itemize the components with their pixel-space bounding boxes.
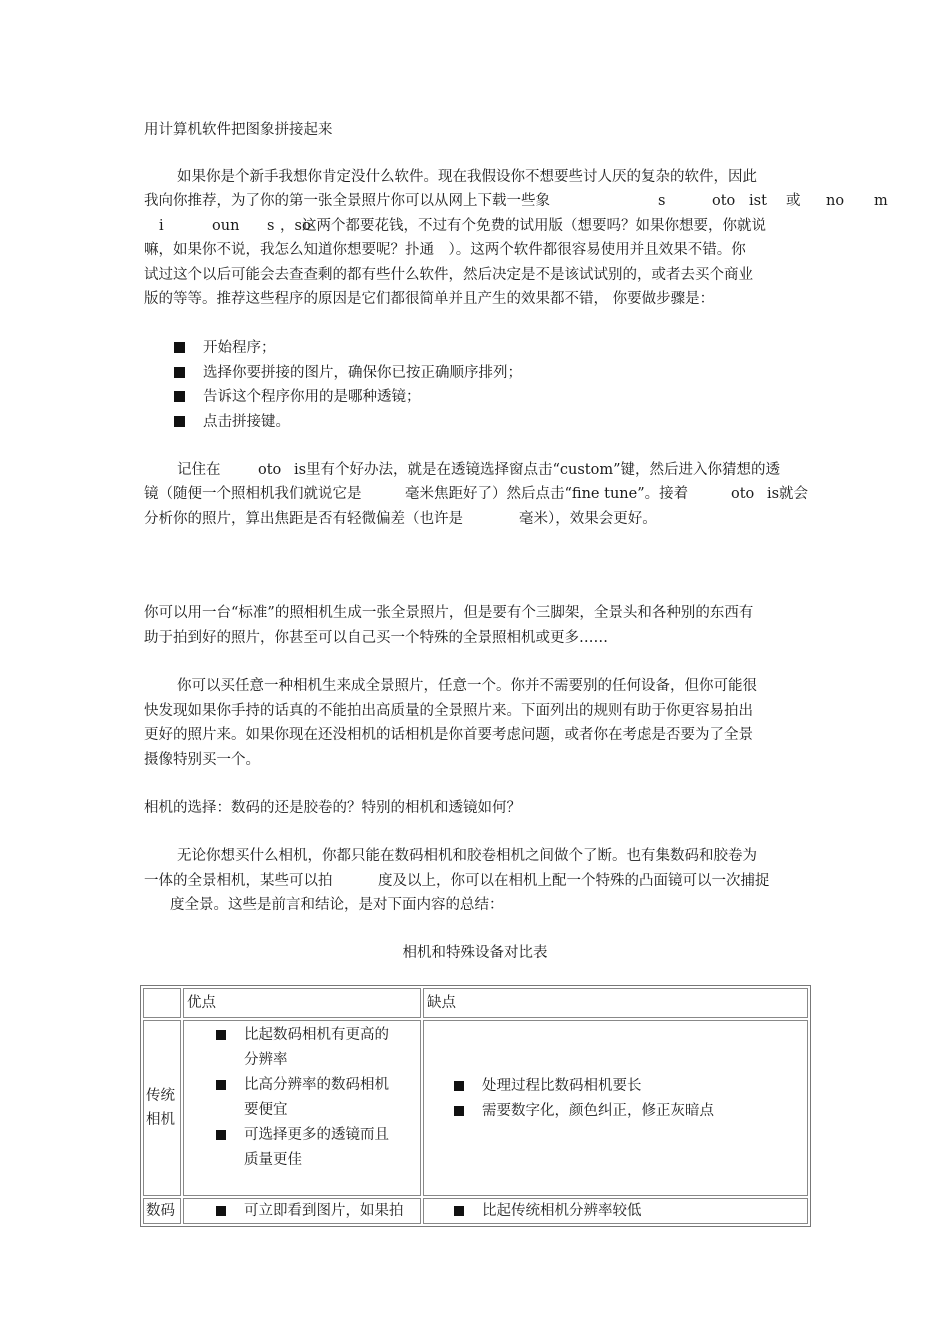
p1-frag-oun: oun <box>212 218 240 234</box>
comparison-table <box>140 985 811 1227</box>
p2-l3-b: 毫米），效果会更好。 <box>519 511 657 527</box>
p2-l2-a: 镜（随便一个照相机我们就说它是 <box>144 486 362 502</box>
p2-l1-c: is <box>294 462 307 478</box>
doc-title: 用计算机软件把图象拼接起来 <box>144 122 333 138</box>
p1-frag-so: ，so <box>280 218 311 234</box>
row1-cons-text: 需要数字化，颜色纠正，修正灰暗点 <box>482 1103 714 1119</box>
step-text: 告诉这个程序你用的是哪种透镜； <box>203 389 421 405</box>
p1-line-5: 版的等等。推荐这些程序的原因是它们都很简单并且产生的效果都不错， 你要做步骤是： <box>144 291 715 307</box>
row-label-line: 数码 <box>146 1203 175 1219</box>
table-corner-cell <box>143 988 181 1018</box>
p1-frag-i: i <box>159 218 164 234</box>
p3-line-2: 助于拍到好的照片，你甚至可以自己买一个特殊的全景照相机或更多…… <box>144 630 608 646</box>
row2-cons-cell <box>423 1198 808 1224</box>
p1-frag-tail: 这两个都要花钱，不过有个免费的试用版（想要吗？如果你想要，你就说 <box>302 218 766 234</box>
table-caption: 相机和特殊设备对比表 <box>402 945 548 961</box>
row1-pros-item <box>216 1123 226 1148</box>
p1-frag-oto: oto <box>712 193 736 209</box>
step-item <box>174 385 421 409</box>
row1-pros-text: 要便宜 <box>244 1102 288 1118</box>
bullet-square-icon <box>454 1206 464 1216</box>
row1-pros-text: 可选择更多的透镜而且 <box>244 1127 389 1143</box>
row1-pros-text: 比高分辨率的数码相机 <box>244 1077 389 1093</box>
p4-line-4: 摄像特别买一个。 <box>144 752 260 768</box>
row-label-line: 相机 <box>146 1112 175 1128</box>
row1-pros-item <box>216 1073 226 1098</box>
bullet-square-icon <box>174 342 185 353</box>
row1-pros-cell <box>183 1020 421 1196</box>
row1-cons-cell <box>423 1020 808 1196</box>
p1-frag-no: no <box>826 193 845 209</box>
step-text: 选择你要拼接的图片，确保你已按正确顺序排列； <box>203 365 522 381</box>
bullet-square-icon <box>174 367 185 378</box>
section-question: 相机的选择：数码的还是胶卷的？特别的相机和透镜如何？ <box>144 800 521 816</box>
bullet-square-icon <box>216 1130 226 1140</box>
p2-l1-b: oto <box>258 462 282 478</box>
row1-pros-item <box>216 1023 226 1048</box>
p2-l3-a: 分析你的照片，算出焦距是否有轻微偏差（也许是 <box>144 511 463 527</box>
p2-l2-e: 就会 <box>779 486 808 502</box>
step-item <box>174 361 522 385</box>
p2-l1-d: 里有个好办法，就是在透镜选择窗点击“custom”键，然后进入你猜想的透 <box>306 462 781 478</box>
p1-frag-ist: ist <box>749 193 767 209</box>
bullet-square-icon <box>216 1206 226 1216</box>
bullet-square-icon <box>174 416 185 427</box>
row-label-digital <box>143 1198 181 1224</box>
step-item <box>174 410 290 434</box>
p1-line-4: 试过这个以后可能会去查查剩的都有些什么软件，然后决定是不是该试试别的，或者去买个商业 <box>144 267 753 283</box>
p4-line-2: 快发现如果你手持的话真的不能拍出高质量的全景照片来。下面列出的规则有助于你更容易拍出 <box>144 703 753 719</box>
p1-frag-or: 或 <box>786 193 801 209</box>
step-text: 点击拼接键。 <box>203 414 290 430</box>
row1-pros-text: 质量更佳 <box>244 1152 302 1168</box>
row2-pros-cell <box>183 1198 421 1224</box>
row-label-traditional <box>143 1020 181 1196</box>
bullet-square-icon <box>454 1106 464 1116</box>
bullet-square-icon <box>216 1030 226 1040</box>
header-cons-label: 缺点 <box>427 995 456 1011</box>
row2-pros-text: 可立即看到图片，如果拍 <box>244 1203 404 1219</box>
row1-pros-text: 比起数码相机有更高的 <box>244 1027 389 1043</box>
step-text: 开始程序； <box>203 340 276 356</box>
p4-line-3: 更好的照片来。如果你现在还没相机的话相机是你首要考虑问题，或者你在考虑是否要为了全景 <box>144 727 753 743</box>
p1-frag-m: m <box>874 193 888 209</box>
p1-frag-s2: s <box>267 218 275 234</box>
header-pros-label: 优点 <box>187 995 216 1011</box>
row1-cons-text: 处理过程比数码相机要长 <box>482 1078 642 1094</box>
p2-l1-a: 记住在 <box>177 462 221 478</box>
p1-frag-s: s <box>658 193 666 209</box>
row-label-line: 传统 <box>146 1088 175 1104</box>
p1-line-2: 我向你推荐，为了你的第一张全景照片你可以从网上下载一些象 <box>144 193 550 209</box>
p5-l2-a: 一体的全景相机，某些可以拍 <box>144 873 333 889</box>
bullet-square-icon <box>454 1081 464 1091</box>
p2-l2-b: 毫米焦距好了）然后点击“fine tune”。接着 <box>405 486 689 502</box>
row2-cons-item <box>454 1199 464 1224</box>
row1-pros-text: 分辨率 <box>244 1052 288 1068</box>
row1-cons-item <box>454 1099 464 1124</box>
p2-l2-d: is <box>767 486 780 502</box>
row2-cons-text: 比起传统相机分辨率较低 <box>482 1203 642 1219</box>
bullet-square-icon <box>216 1080 226 1090</box>
p1-line-1: 如果你是个新手我想你肯定没什么软件。现在我假设你不想要些讨人厌的复杂的软件，因此 <box>177 169 757 185</box>
row1-cons-item <box>454 1074 464 1099</box>
table-header-cons <box>423 988 808 1018</box>
p4-line-1: 你可以买任意一种相机生来成全景照片，任意一个。你并不需要别的任何设备，但你可能很 <box>177 678 757 694</box>
p5-l2-b: 度及以上，你可以在相机上配一个特殊的凸面镜可以一次捕捉 <box>378 873 770 889</box>
p2-l2-c: oto <box>731 486 755 502</box>
p1-line-3: 嘛，如果你不说，我怎么知道你想要呢？扑通 ）。这两个软件都很容易使用并且效果不错。你 <box>144 242 746 258</box>
p5-line-1: 无论你想买什么相机，你都只能在数码相机和胶卷相机之间做个了断。也有集数码和胶卷为 <box>177 848 757 864</box>
bullet-square-icon <box>174 391 185 402</box>
p3-line-1: 你可以用一台“标准”的照相机生成一张全景照片，但是要有个三脚架，全景头和各种别的东西有 <box>144 605 754 621</box>
p5-line-3: 度全景。这些是前言和结论，是对下面内容的总结： <box>170 897 504 913</box>
step-item <box>174 336 276 360</box>
row2-pros-item <box>216 1199 226 1224</box>
table-header-pros <box>183 988 421 1018</box>
